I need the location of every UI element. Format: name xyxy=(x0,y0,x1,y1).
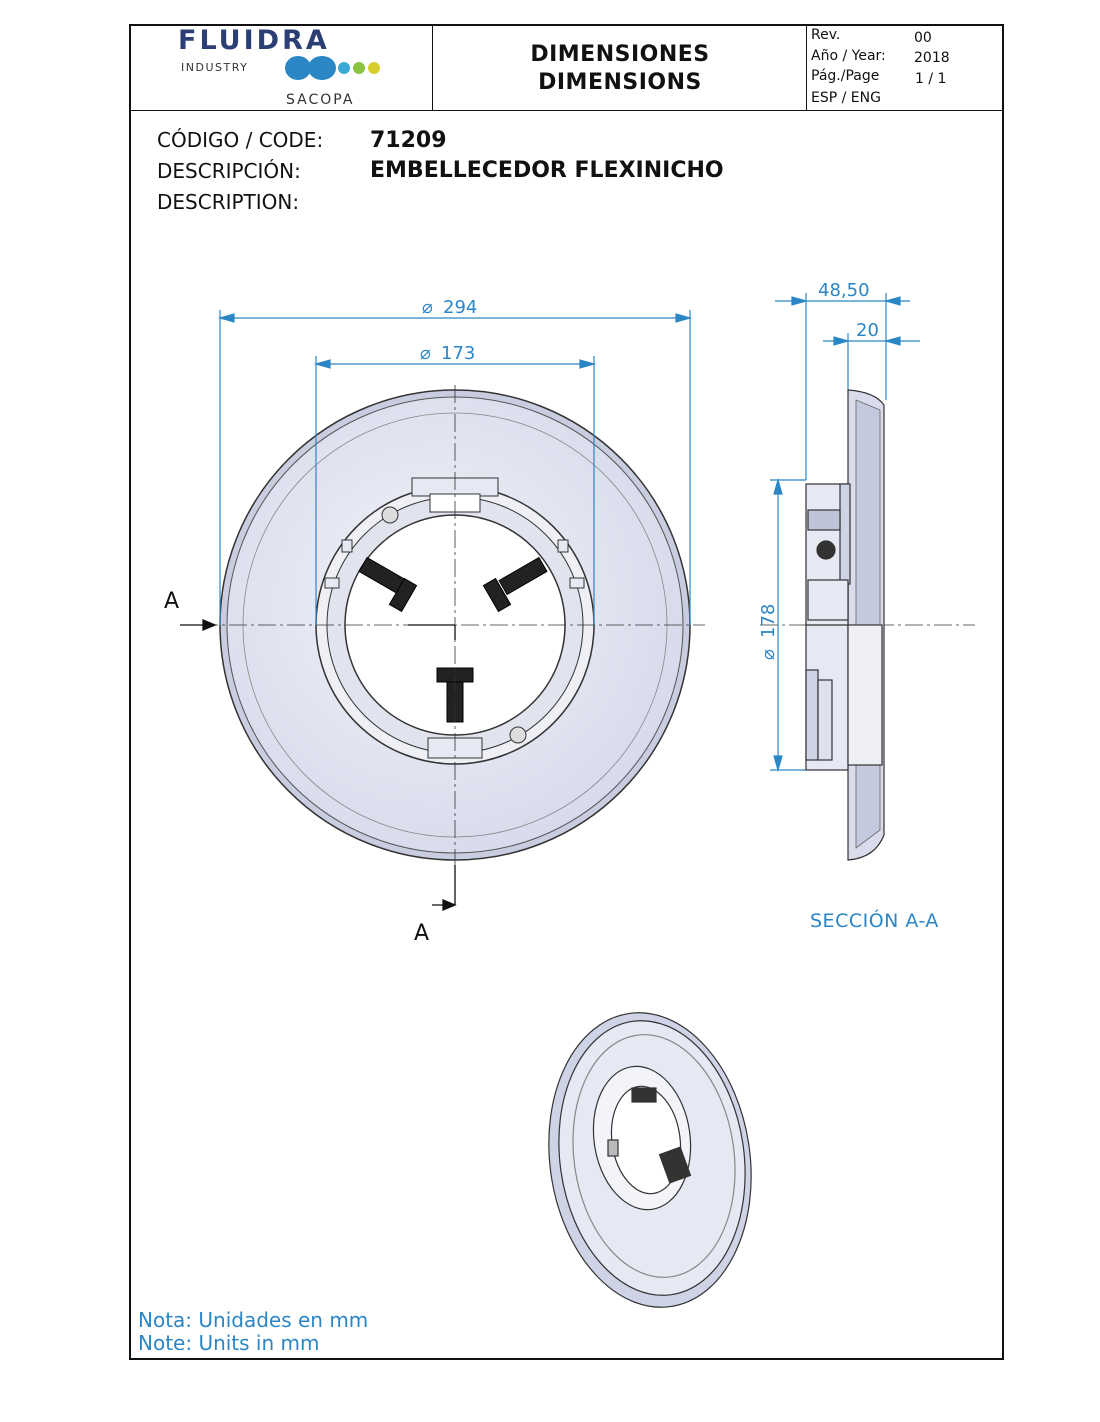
year-label: Año / Year: xyxy=(811,48,886,64)
code-label: CÓDIGO / CODE: xyxy=(157,128,324,152)
dim-inner-symbol: ⌀ xyxy=(420,343,431,364)
cut-label-left: A xyxy=(164,589,180,614)
dim-inner-value: 173 xyxy=(441,343,476,364)
dim-outer-value: 294 xyxy=(443,297,478,318)
title-en: DIMENSIONS xyxy=(538,70,702,95)
rev-value: 00 xyxy=(914,30,932,46)
description-label-es: DESCRIPCIÓN: xyxy=(157,159,301,183)
rev-label: Rev. xyxy=(811,27,841,43)
note-es: Nota: Unidades en mm xyxy=(138,1308,369,1332)
page-value: 1 / 1 xyxy=(915,71,947,87)
section-label: SECCIÓN A-A xyxy=(810,910,939,932)
dim-section-value: 178 xyxy=(758,603,779,638)
cut-label-bottom: A xyxy=(414,921,430,946)
description-label-en: DESCRIPTION: xyxy=(157,190,300,214)
language: ESP / ENG xyxy=(811,90,881,106)
dim-outer-symbol: ⌀ xyxy=(422,297,433,318)
logo-sub: INDUSTRY xyxy=(181,61,249,74)
dim-flange-value: 20 xyxy=(856,320,879,341)
code-value: 71209 xyxy=(370,128,447,153)
isometric-view xyxy=(530,1000,769,1321)
logo-name: SACOPA xyxy=(286,92,355,108)
section-view xyxy=(806,390,884,860)
page-label: Pág./Page xyxy=(811,68,880,84)
dim-depth-value: 48,50 xyxy=(818,280,870,301)
description-value: EMBELLECEDOR FLEXINICHO xyxy=(370,158,724,183)
year-value: 2018 xyxy=(914,50,950,66)
dim-section-symbol: ⌀ xyxy=(758,649,779,660)
note-en: Note: Units in mm xyxy=(138,1331,320,1355)
title-es: DIMENSIONES xyxy=(530,42,710,67)
logo-brand: FLUIDRA xyxy=(178,25,330,56)
